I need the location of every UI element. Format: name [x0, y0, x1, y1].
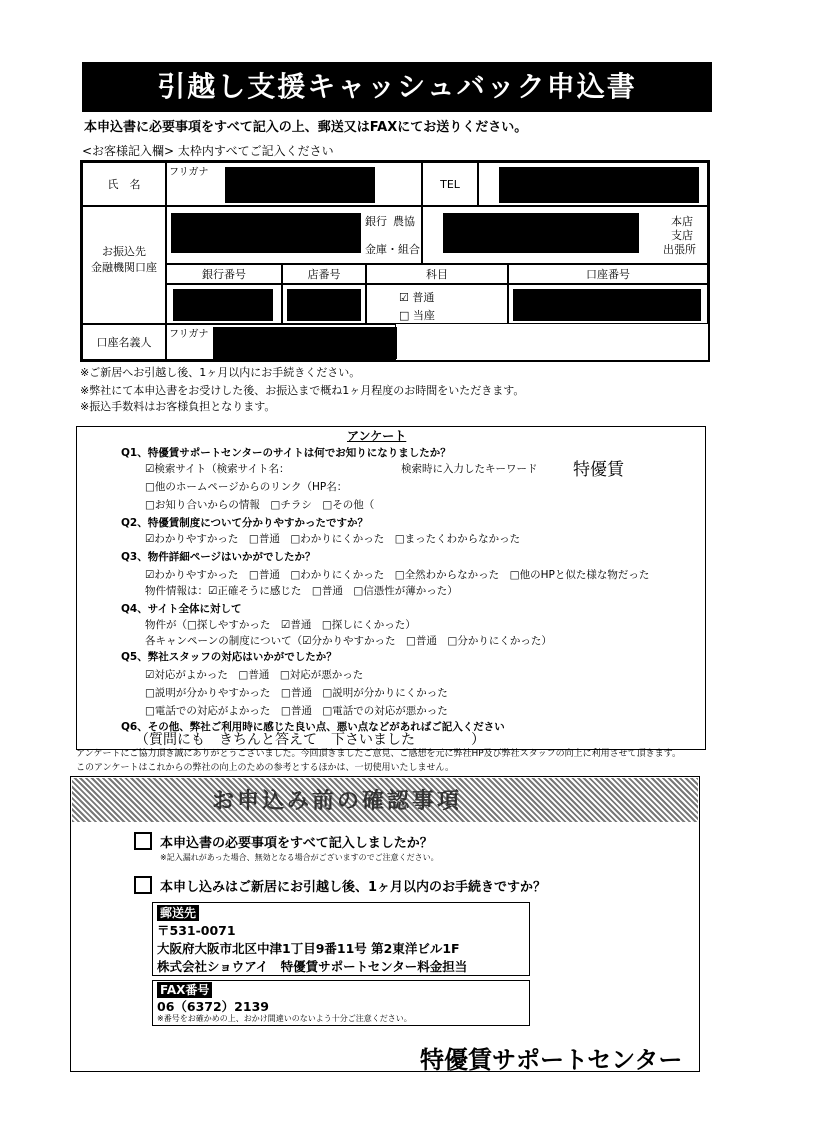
tel-field[interactable] — [478, 162, 708, 206]
survey-footnote-2: このアンケートはこれからの弊社の向上のための参考とするほかは、一切使用いたしません。 — [76, 763, 455, 773]
branch-no-field[interactable] — [282, 284, 366, 324]
q4-property[interactable]: 物件が（□探しやすかった ☑普通 □探しにくかった） — [145, 619, 416, 631]
q1-option-search[interactable]: ☑検索サイト（検索サイト名： — [145, 463, 290, 475]
q5-explanation[interactable]: □説明が分かりやすかった □普通 □説明が分かりにくかった — [145, 687, 448, 699]
redaction — [499, 167, 699, 203]
mail-zip: 〒531-0071 — [157, 923, 236, 938]
account-type-field[interactable] — [366, 284, 508, 324]
bank-label: お振込先 金融機関口座 — [82, 206, 166, 324]
branch-field[interactable] — [422, 206, 708, 264]
mail-address-box — [152, 902, 530, 976]
account-no-field[interactable] — [508, 284, 708, 324]
checkbox-1[interactable] — [134, 832, 152, 850]
fax-note: ※番号をお確かめの上、おかけ間違いのないよう十分ご注意ください。 — [157, 1014, 412, 1023]
branch-type-main: 本店 — [671, 215, 693, 228]
q5-phone[interactable]: □電話での対応がよかった □普通 □電話での対応が悪かった — [145, 705, 448, 717]
account-no-label: 口座番号 — [508, 264, 708, 284]
q6-handwritten-answer[interactable]: （質問にも きちんと答えて 下さいました ） — [135, 732, 485, 748]
q3: Q3、物件詳細ページはいかがでしたか？ — [121, 551, 316, 563]
redaction — [287, 289, 361, 321]
redaction — [225, 167, 375, 203]
redaction — [213, 327, 397, 359]
name-label: 氏 名 — [82, 162, 166, 206]
q6: Q6、その他、弊社ご利用時に感じた良い点、悪い点などがあればご記入ください — [121, 721, 505, 733]
bank-type-agri: 農協 — [393, 215, 415, 228]
branch-type-branch: 支店 — [671, 229, 693, 242]
bank-no-label: 銀行番号 — [166, 264, 282, 284]
q1-option-link[interactable]: □他のホームページからのリンク（HP名： — [145, 481, 348, 493]
fax-tag: FAX番号 — [157, 982, 212, 998]
q1-keyword-label: 検索時に入力したキーワード — [401, 463, 538, 475]
q4-campaign[interactable]: 各キャンペーンの制度について（☑分かりやすかった □普通 □分かりにくかった） — [145, 635, 552, 647]
branch-type-office: 出張所 — [663, 243, 696, 256]
fax-number: 06（6372）2139 — [157, 999, 269, 1014]
q2-options[interactable]: ☑わかりやすかった □普通 □わかりにくかった □まったくわからなかった — [145, 533, 521, 545]
confirm-item-1-note: ※記入漏れがあった場合、無効となる場合がございますのでご注意ください。 — [160, 853, 439, 862]
confirmation-banner — [72, 778, 698, 822]
branch-no-label: 店番号 — [282, 264, 366, 284]
holder-label: 口座名義人 — [82, 324, 166, 360]
confirm-item-1: 本申込書の必要事項をすべて記入しましたか？ — [160, 836, 433, 851]
survey-box — [76, 426, 706, 750]
fax-box — [152, 980, 530, 1026]
q5-response[interactable]: ☑対応がよかった □普通 □対応が悪かった — [145, 669, 364, 681]
q3-property-info[interactable]: 物件情報は：☑正確そうに感じた □普通 □信憑性が薄かった） — [145, 585, 458, 597]
note-3: ※振込手数料はお客様負担となります。 — [80, 400, 276, 413]
q1: Q1、特優賃サポートセンターのサイトは何でお知りになりましたか？ — [121, 447, 451, 459]
checkbox-2[interactable] — [134, 876, 152, 894]
redaction — [513, 289, 701, 321]
holder-furigana-label: フリガナ — [169, 329, 209, 340]
bank-type-union: 金庫・組合 — [365, 243, 420, 256]
survey-title: アンケート — [347, 429, 407, 443]
redaction — [173, 289, 273, 321]
redaction — [443, 213, 639, 253]
section-label: <お客様記入欄> 太枠内すべてご記入ください — [82, 144, 334, 158]
account-type-label: 科目 — [366, 264, 508, 284]
q4: Q4、サイト全体に対して — [121, 603, 242, 615]
furigana-label: フリガナ — [169, 167, 209, 178]
confirm-item-2: 本申し込みはご新居にお引越し後、1ヶ月以内のお手続きですか？ — [160, 880, 547, 895]
survey-footnote-1: アンケートにご協力頂き誠にありがとうございました。今回頂きましたご意見、ご感想を元に弊社HP及び弊社スタッフの向上に利用させて頂きます。 — [76, 749, 681, 759]
mail-address: 大阪府大阪市北区中津1丁目9番11号 第2東洋ビル1F — [157, 941, 460, 956]
note-1: ※ご新居へお引越し後、1ヶ月以内にお手続きください。 — [80, 366, 361, 379]
option-futsu[interactable]: ☑ 普通 — [399, 291, 435, 304]
q3-options[interactable]: ☑わかりやすかった □普通 □わかりにくかった □全然わからなかった □他のHPと似た様な物だった — [145, 569, 650, 581]
instruction-text: 本申込書に必要事項をすべて記入の上、郵送又はFAXにてお送りください。 — [84, 120, 528, 135]
q5: Q5、弊社スタッフの対応はいかがでしたか？ — [121, 651, 337, 663]
bank-type-bank: 銀行 — [365, 215, 387, 228]
footer-org-name: 特優賃サポートセンター — [420, 1045, 683, 1074]
bank-no-field[interactable] — [166, 284, 282, 324]
note-2: ※弊社にて本申込書をお受けした後、お振込まで概ね1ヶ月程度のお時間をいただきます。 — [80, 384, 525, 397]
q1-option-other[interactable]: □お知り合いからの情報 □チラシ □その他（ — [145, 499, 375, 511]
redaction — [171, 213, 361, 253]
mail-tag: 郵送先 — [157, 905, 199, 921]
application-form — [80, 160, 710, 362]
option-toza[interactable]: □ 当座 — [399, 309, 435, 322]
tel-label: TEL — [422, 162, 478, 206]
mail-company: 株式会社ショウアイ 特優賃サポートセンター料金担当 — [157, 959, 468, 974]
document-title: 引越し支援キャッシュバック申込書 — [82, 62, 712, 112]
q1-keyword-value[interactable]: 特優賃 — [573, 460, 624, 480]
confirmation-banner-text: お申込み前の確認事項 — [212, 789, 463, 814]
bank-name-field[interactable] — [166, 206, 422, 264]
q2: Q2、特優賃制度について分かりやすかったですか？ — [121, 517, 369, 529]
holder-field[interactable] — [166, 324, 396, 360]
name-field[interactable] — [166, 162, 422, 206]
